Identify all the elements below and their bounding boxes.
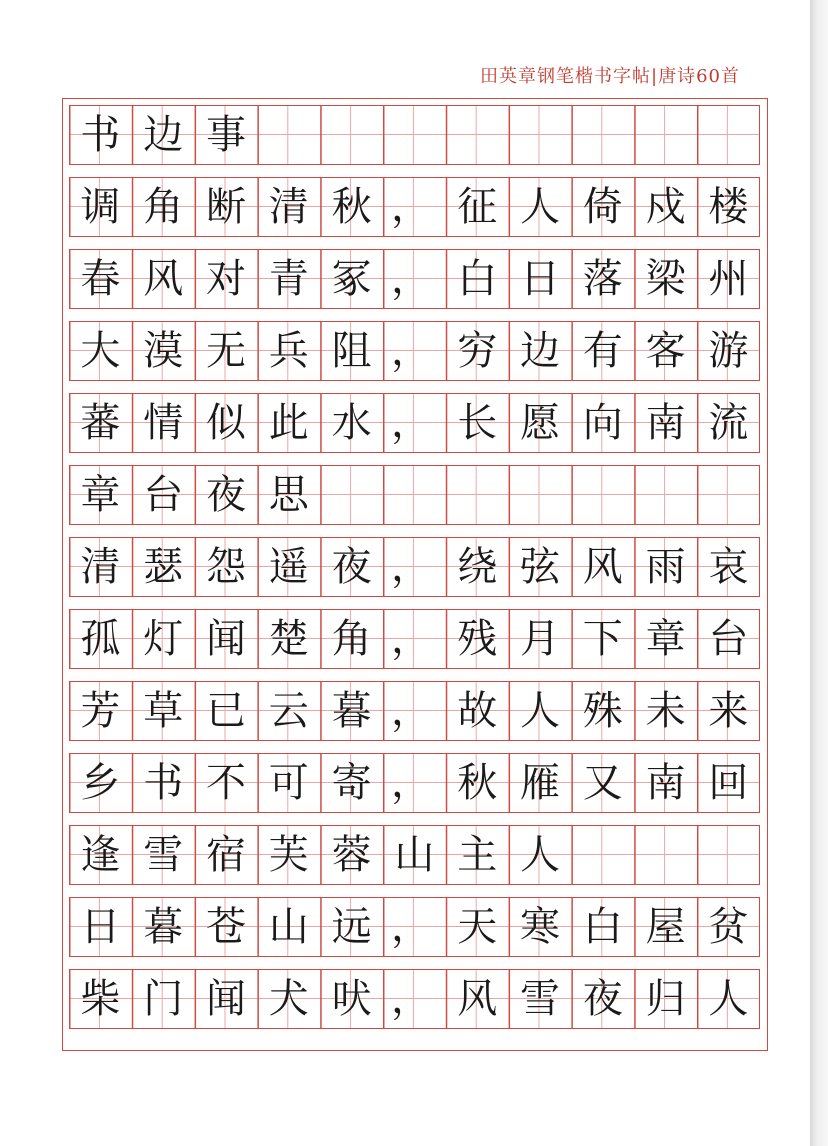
grid-cell: 闻 — [205, 615, 246, 662]
grid-cell: 怨 — [205, 543, 246, 590]
grid-cell — [697, 106, 760, 163]
grid-cell: 雪 — [143, 831, 184, 878]
grid-cell: 日 — [519, 255, 560, 302]
grid-cell — [446, 106, 509, 163]
grid-cell: 人 — [519, 687, 560, 734]
grid-cell: 清 — [80, 543, 121, 590]
grid-cell: 弦 — [519, 543, 560, 590]
grid-cell: 灯 — [143, 615, 184, 662]
grid-cell: 草 — [143, 687, 184, 734]
grid-cell: 残 — [457, 615, 498, 662]
grid-cell: 人 — [519, 183, 560, 230]
grid-cell: 征 — [457, 183, 498, 230]
grid-cell: 台 — [143, 471, 184, 518]
grid-cell: 宿 — [205, 831, 246, 878]
grid-row — [69, 105, 760, 165]
grid-cell: 暮 — [143, 903, 184, 950]
grid-cell: 归 — [645, 975, 686, 1022]
grid-cell: ， — [391, 183, 431, 230]
grid-cell: 寒 — [519, 903, 560, 950]
grid-cell — [571, 106, 634, 163]
grid-cell: 山 — [268, 903, 309, 950]
grid-cell — [383, 466, 446, 523]
grid-cell: 山 — [394, 831, 435, 878]
grid-cell — [446, 466, 509, 523]
grid-cell: 芙 — [268, 831, 309, 878]
page-edge-shadow — [810, 0, 828, 1146]
grid-cell: 瑟 — [143, 543, 184, 590]
grid-cell: 风 — [457, 975, 498, 1022]
grid-cell: 书 — [80, 111, 121, 158]
grid-cell: 书 — [143, 759, 184, 806]
grid-cell: 又 — [582, 759, 623, 806]
grid-cell: 逢 — [80, 831, 121, 878]
grid-cell: 白 — [457, 255, 498, 302]
grid-cell: 回 — [708, 759, 749, 806]
grid-cell: 愿 — [519, 399, 560, 446]
grid-cell: 章 — [80, 471, 121, 518]
grid-cell: 绕 — [457, 543, 498, 590]
grid-cell: 雪 — [519, 975, 560, 1022]
grid-cell: ， — [391, 255, 431, 302]
grid-cell: ， — [391, 399, 431, 446]
grid-cell — [257, 106, 320, 163]
header-title: 田英章钢笔楷书字帖|唐诗60首 — [480, 66, 740, 87]
grid-cell: 乡 — [80, 759, 121, 806]
grid-row — [69, 681, 760, 741]
grid-cell: 长 — [457, 399, 498, 446]
grid-cell: 客 — [645, 327, 686, 374]
grid-cell: 大 — [80, 327, 121, 374]
grid-cell: 倚 — [582, 183, 623, 230]
grid-cell — [509, 466, 572, 523]
grid-cell: 清 — [268, 183, 309, 230]
grid-cell: 边 — [143, 111, 184, 158]
grid-cell: 落 — [582, 255, 623, 302]
grid-row — [69, 177, 760, 237]
grid-cell: 穷 — [457, 327, 498, 374]
grid-cell: ， — [391, 327, 431, 374]
grid-cell: 芳 — [80, 687, 121, 734]
grid-cell: 游 — [708, 327, 749, 374]
grid-cell: 暮 — [331, 687, 372, 734]
grid-cell: 秋 — [457, 759, 498, 806]
grid-cell: 苍 — [205, 903, 246, 950]
grid-row — [69, 969, 760, 1029]
grid-cell — [571, 826, 634, 883]
grid-cell: 冢 — [331, 255, 372, 302]
grid-cell: 调 — [80, 183, 121, 230]
grid-cell: 日 — [80, 903, 121, 950]
grid-cell: 哀 — [708, 543, 749, 590]
grid-cell: 夜 — [205, 471, 246, 518]
grid-cell: 主 — [457, 831, 498, 878]
grid-cell: 楚 — [268, 615, 309, 662]
grid-cell: ， — [391, 903, 431, 950]
grid-cell — [509, 106, 572, 163]
grid-cell: 戍 — [645, 183, 686, 230]
grid-cell: 流 — [708, 399, 749, 446]
grid-cell: 风 — [143, 255, 184, 302]
grid-cell: 南 — [645, 759, 686, 806]
grid-cell: 犬 — [268, 975, 309, 1022]
grid-cell: 门 — [143, 975, 184, 1022]
grid-row — [69, 249, 760, 309]
grid-cell — [383, 106, 446, 163]
grid-cell: 可 — [268, 759, 309, 806]
grid-row — [69, 321, 760, 381]
grid-cell: ， — [391, 615, 431, 662]
grid-cell: 断 — [205, 183, 246, 230]
grid-cell: 人 — [519, 831, 560, 878]
grid-cell: 梁 — [645, 255, 686, 302]
grid-cell: 蓉 — [331, 831, 372, 878]
grid-cell: 闻 — [205, 975, 246, 1022]
grid-cell: 蕃 — [80, 399, 121, 446]
grid-cell: 贫 — [708, 903, 749, 950]
grid-cell — [634, 826, 697, 883]
grid-cell: 台 — [708, 615, 749, 662]
grid-cell: 屋 — [645, 903, 686, 950]
grid-cell: 水 — [331, 399, 372, 446]
grid-cell: 秋 — [331, 183, 372, 230]
grid-row — [69, 753, 760, 813]
grid-cell: 有 — [582, 327, 623, 374]
grid-cell: 遥 — [268, 543, 309, 590]
grid-cell: 情 — [143, 399, 184, 446]
grid-cell: 雨 — [645, 543, 686, 590]
grid-cell: 白 — [582, 903, 623, 950]
grid-cell: 雁 — [519, 759, 560, 806]
grid-cell — [634, 466, 697, 523]
grid-cell: 殊 — [582, 687, 623, 734]
grid-cell: 事 — [205, 111, 246, 158]
grid-cell: 柴 — [80, 975, 121, 1022]
grid-cell — [320, 466, 383, 523]
grid-cell: 章 — [645, 615, 686, 662]
grid-cell — [634, 106, 697, 163]
grid-cell: 风 — [582, 543, 623, 590]
grid-cell: ， — [391, 543, 431, 590]
grid-cell: 阻 — [331, 327, 372, 374]
grid-cell — [320, 106, 383, 163]
grid-row — [69, 393, 760, 453]
grid-cell: ， — [391, 687, 431, 734]
grid-row — [69, 897, 760, 957]
grid-cell: 青 — [268, 255, 309, 302]
grid-cell: 兵 — [268, 327, 309, 374]
grid-cell: 月 — [519, 615, 560, 662]
grid-cell: 边 — [519, 327, 560, 374]
grid-cell: 向 — [582, 399, 623, 446]
grid-row — [69, 537, 760, 597]
grid-cell — [571, 466, 634, 523]
grid-cell: 无 — [205, 327, 246, 374]
grid-cell: 故 — [457, 687, 498, 734]
grid-cell: 此 — [268, 399, 309, 446]
grid-cell — [697, 826, 760, 883]
grid-cell: 云 — [268, 687, 309, 734]
grid-cell: 南 — [645, 399, 686, 446]
grid-cell: ， — [391, 975, 431, 1022]
grid-cell: 楼 — [708, 183, 749, 230]
grid-cell: 思 — [268, 471, 309, 518]
grid-cell: 人 — [708, 975, 749, 1022]
grid-cell: 角 — [143, 183, 184, 230]
grid-cell: 天 — [457, 903, 498, 950]
grid-cell: 夜 — [582, 975, 623, 1022]
grid-cell: 孤 — [80, 615, 121, 662]
grid-row — [69, 609, 760, 669]
grid-cell: 角 — [331, 615, 372, 662]
grid-cell: 不 — [205, 759, 246, 806]
grid-row — [69, 825, 760, 885]
grid-cell: 似 — [205, 399, 246, 446]
grid-cell: 对 — [205, 255, 246, 302]
grid-cell: 未 — [645, 687, 686, 734]
grid-cell: 吠 — [331, 975, 372, 1022]
grid-cell: 远 — [331, 903, 372, 950]
grid-cell: 来 — [708, 687, 749, 734]
practice-grid — [69, 105, 760, 1043]
grid-cell: 春 — [80, 255, 121, 302]
grid-cell: 寄 — [331, 759, 372, 806]
grid-cell: ， — [391, 759, 431, 806]
grid-cell: 州 — [708, 255, 749, 302]
grid-cell: 已 — [205, 687, 246, 734]
grid-cell: 漠 — [143, 327, 184, 374]
practice-grid-sheet — [62, 98, 768, 1051]
grid-row — [69, 465, 760, 525]
grid-cell: 下 — [582, 615, 623, 662]
grid-cell — [697, 466, 760, 523]
grid-cell: 夜 — [331, 543, 372, 590]
